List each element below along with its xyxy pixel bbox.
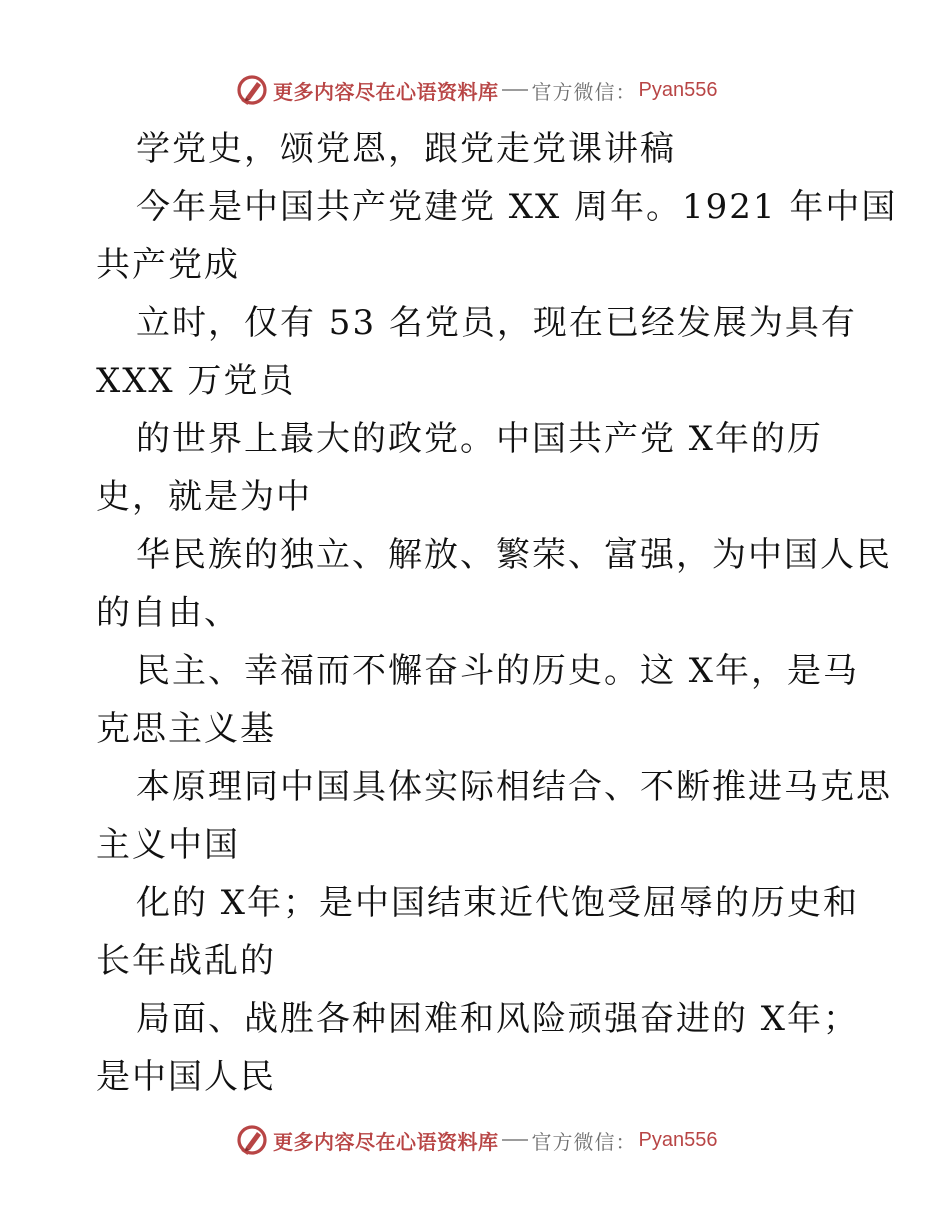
pen-circle-logo-icon	[235, 1123, 269, 1157]
text-line: 克思主义基	[96, 709, 276, 749]
text-line: 今年是中国共产党建党 XX 周年。1921 年中国	[136, 187, 898, 227]
text-line: 的自由、	[96, 593, 240, 633]
header-banner	[235, 72, 717, 108]
pen-circle-logo-icon	[235, 73, 269, 107]
footer-dash	[502, 1139, 528, 1141]
header-site-text: 更多内容尽在心语资料库	[273, 79, 499, 104]
header-wechat-label: 官方微信：	[531, 79, 637, 104]
document-body	[96, 120, 898, 1106]
text-line: 史，就是为中	[96, 477, 312, 517]
text-line: 主义中国	[96, 825, 240, 865]
header-dash	[502, 89, 528, 91]
text-line: 民主、幸福而不懈奋斗的历史。这 X年，是马	[136, 651, 860, 691]
text-line: 的世界上最大的政党。中国共产党 X年的历	[136, 419, 824, 459]
footer-banner	[235, 1122, 717, 1158]
document-title: 学党史，颂党恩，跟党走党课讲稿	[136, 129, 676, 169]
text-line: 是中国人民	[96, 1057, 276, 1097]
text-line: 长年战乱的	[96, 941, 276, 981]
text-line: 立时，仅有 53 名党员，现在已经发展为具有	[136, 303, 857, 343]
header-wechat-id: Pyan556	[638, 78, 718, 101]
footer-wechat-id: Pyan556	[638, 1128, 718, 1151]
footer-wechat-label: 官方微信：	[531, 1129, 637, 1154]
footer-site-text: 更多内容尽在心语资料库	[273, 1129, 499, 1154]
text-line: 华民族的独立、解放、繁荣、富强，为中国人民	[136, 535, 892, 575]
text-line: 化的 X年；是中国结束近代饱受屈辱的历史和	[136, 883, 860, 923]
text-line: 本原理同中国具体实际相结合、不断推进马克思	[136, 767, 892, 807]
text-line: XXX 万党员	[96, 361, 296, 401]
text-line: 共产党成	[96, 245, 240, 285]
text-line: 局面、战胜各种困难和风险顽强奋进的 X年；	[136, 999, 860, 1039]
